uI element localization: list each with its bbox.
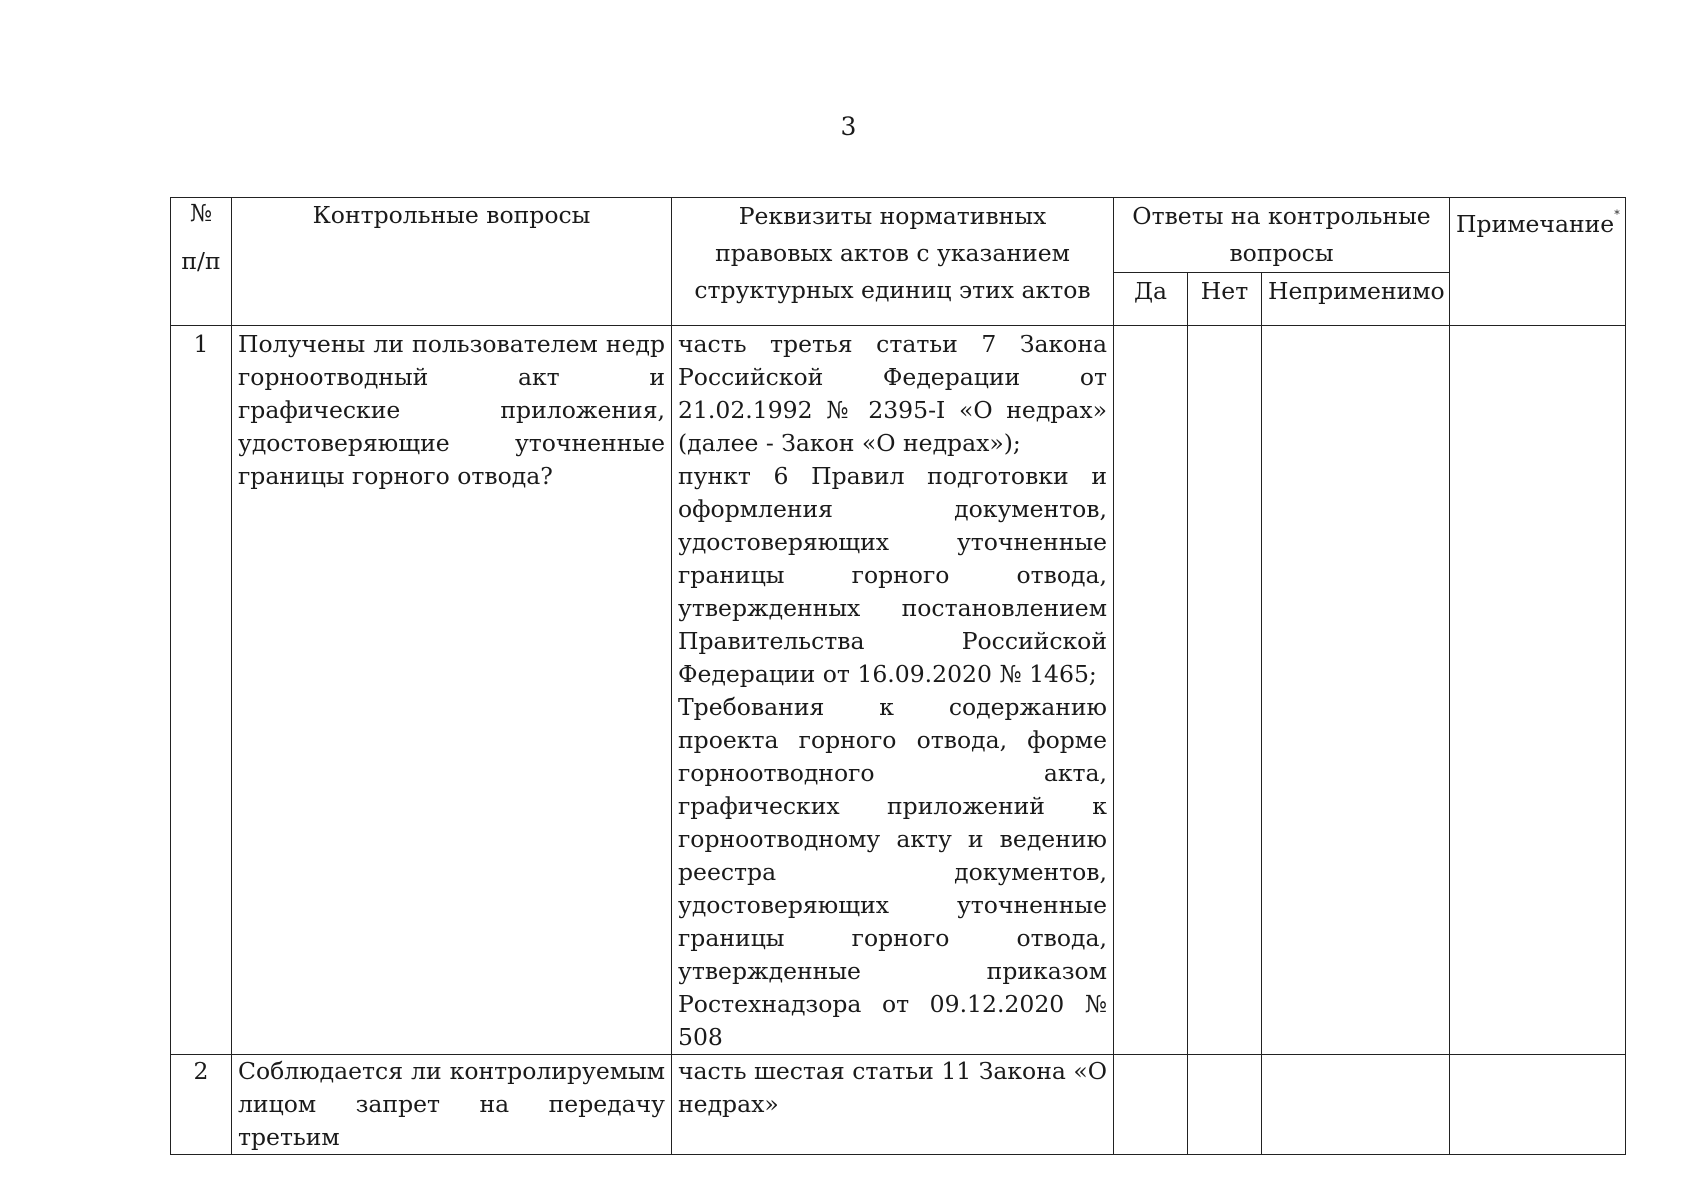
header-yes: Да <box>1114 273 1188 326</box>
header-number-order: п/п <box>181 247 221 275</box>
header-questions: Контрольные вопросы <box>232 198 672 326</box>
note-cell[interactable] <box>1450 1055 1626 1155</box>
row-question: Соблюдается ли контролируемым лицом запрет на передачу третьим <box>232 1055 672 1155</box>
page-number: 3 <box>840 112 857 141</box>
header-row <box>171 198 1626 273</box>
checklist-table <box>170 197 1626 1155</box>
answer-no-cell[interactable] <box>1188 1055 1262 1155</box>
header-no: Нет <box>1188 273 1262 326</box>
row-number: 1 <box>171 326 232 1055</box>
answer-not-applicable-cell[interactable] <box>1262 326 1450 1055</box>
requisite-paragraph: пункт 6 Правил подготовки и оформления документов, удостоверяющих уточненные границы горного отвода, утвержденных постановлением Правительства Российской Федерации от 16.09.2020 № 1465; <box>678 462 1107 688</box>
header-note-label: Примечание <box>1456 210 1615 238</box>
answer-no-cell[interactable] <box>1188 326 1262 1055</box>
header-answers: Ответы на контрольные вопросы <box>1114 198 1450 273</box>
row-requisites <box>672 1055 1114 1155</box>
requisite-paragraph: часть шестая статьи 11 Закона «О недрах» <box>678 1057 1107 1118</box>
header-note-mark: * <box>1614 208 1620 221</box>
header-note <box>1450 198 1626 326</box>
requisite-paragraph: Требования к содержанию проекта горного отвода, форме горноотводного акта, графических приложений к горноотводному акту и ведению реестра документов, удостоверяющих уточненные границы горного отвода, утвержденные приказом Ростехнадзора от 09.12.2020 № 508 <box>678 693 1107 1051</box>
requisite-paragraph: часть третья статьи 7 Закона Российской Федерации от 21.02.1992 № 2395-I «О недрах» (далее - Закон «О недрах»); <box>678 330 1107 457</box>
table-row <box>171 1055 1626 1155</box>
answer-yes-cell[interactable] <box>1114 326 1188 1055</box>
header-not-applicable: Неприменимо <box>1262 273 1450 326</box>
note-cell[interactable] <box>1450 326 1626 1055</box>
answer-not-applicable-cell[interactable] <box>1262 1055 1450 1155</box>
table-row <box>171 326 1626 1055</box>
header-number-sign: № <box>189 199 213 227</box>
row-question: Получены ли пользователем недр горноотводный акт и графические приложения, удостоверяющие уточненные границы горного отвода? <box>232 326 672 1055</box>
row-number: 2 <box>171 1055 232 1155</box>
answer-yes-cell[interactable] <box>1114 1055 1188 1155</box>
row-requisites <box>672 326 1114 1055</box>
header-requisites: Реквизиты нормативных правовых актов с указанием структурных единиц этих актов <box>672 198 1114 326</box>
header-number <box>171 198 232 326</box>
